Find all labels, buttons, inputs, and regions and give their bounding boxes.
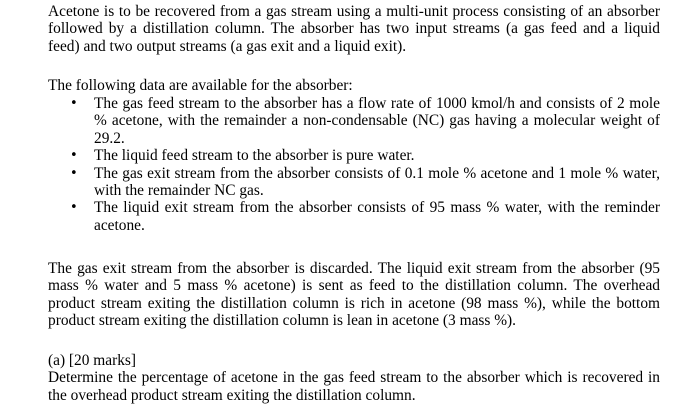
bullet-liquid-feed: • The liquid feed stream to the absorber is pure water. xyxy=(48,147,660,164)
bullet-gas-feed: • The gas feed stream to the absorber has a flow rate of 1000 kmol/h and consists of 2 mole % acetone, with the remainder a non-condensable (NC) gas having a molecular weight of 29.2. xyxy=(48,95,660,147)
part-a xyxy=(48,352,660,404)
part-a-question: Determine the percentage of acetone in the gas feed stream to the absorber which is recovered in the overhead product stream exiting the distillation column. xyxy=(48,369,660,404)
data-heading: The following data are available for the absorber: xyxy=(48,77,353,94)
absorber-data-list xyxy=(48,95,660,234)
intro-paragraph: Acetone is to be recovered from a gas stream using a multi-unit process consisting of an absorber followed by a distillation column. The absorber has two input streams (a gas feed and a liquid feed) and two output streams (a gas exit and a liquid exit). xyxy=(48,3,660,55)
gas-exit-paragraph: The gas exit stream from the absorber is discarded. The liquid exit stream from the absorber (95 mass % water and 5 mass % acetone) is sent as feed to the distillation column. The overhead product stream exiting the distillation column is rich in acetone (98 mass %), while the bottom product stream exiting the distillation column is lean in acetone (3 mass %). xyxy=(48,260,660,330)
bullet-liquid-exit: • The liquid exit stream from the absorber consists of 95 mass % water, with the reminder acetone. xyxy=(48,199,660,234)
part-a-label: (a) [20 marks] xyxy=(48,352,137,369)
bullet-gas-exit: • The gas exit stream from the absorber consists of 0.1 mole % acetone and 1 mole % water, with the remainder NC gas. xyxy=(48,165,660,200)
